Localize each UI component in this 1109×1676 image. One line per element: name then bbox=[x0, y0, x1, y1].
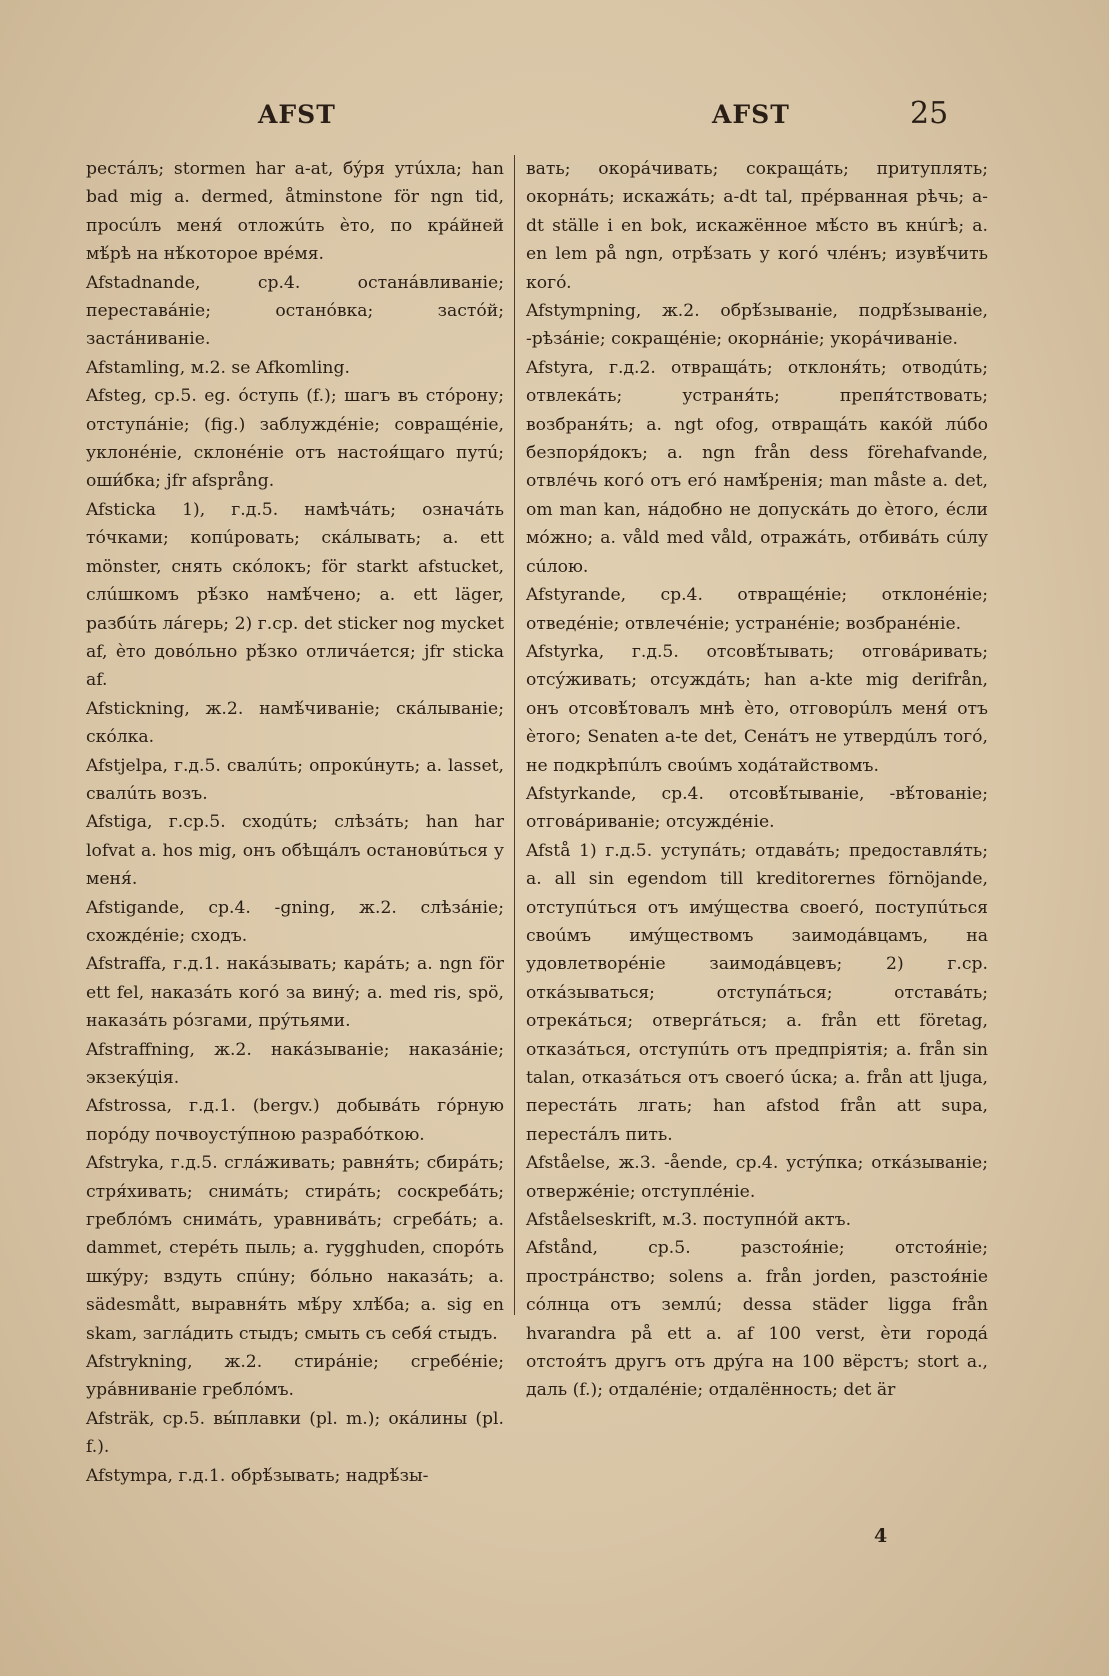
dictionary-entry: Afstraffa, г.д.1. накáзывать; карáть; a. ngn för ett fel, наказáть когó за винý; a. med ris, spö, наказáть рóзгами, прýтьями. bbox=[86, 954, 504, 1032]
right-column bbox=[526, 155, 988, 1405]
dictionary-entry: Afstyrkande, ср.4. отсовѣ́тываніе, -вѣ́тованіе; отговáриваніе; отсуждéніе. bbox=[526, 783, 988, 833]
right-running-head: AFST bbox=[712, 100, 790, 129]
dictionary-entry: Afstjelpa, г.д.5. свалúть; опрокúнуть; a. lasset, свалúть возъ. bbox=[86, 755, 504, 804]
column-divider bbox=[514, 155, 515, 1315]
dictionary-entry: Afstryka, г.д.5. сглáживать; равня́ть; сбирáть; стря́хивать; снимáть; стирáть; соскребáть; греблóмъ снимáть, уравнивáть; сгребáть; a. dammet, стерéть пыль; a. rygghuden, спорóть шкýру; вздуть спúну; бóльно наказáть; a. sädesmått, выравня́ть мѣ́ру хлѣ́ба; a. sig en skam, заглáдить стыдъ; смыть съ себя́ стыдъ. bbox=[86, 1153, 504, 1344]
dictionary-entry: Afståelse, ж.3. -ående, ср.4. устýпка; откáзываніе; отвержéніе; отступлéніе. bbox=[526, 1153, 988, 1202]
dictionary-entry: Afstigande, ср.4. -gning, ж.2. слѣзáніе; схождéніе; сходъ. bbox=[86, 897, 504, 946]
dictionary-entry: Afsticka 1), г.д.5. намѣчáть; означáть тóчками; копúровать; скáлывать; a. ett mönster, снять скóлокъ; för starkt afstucket, слúшкомъ рѣ́зко намѣ́чено; a. ett läger, разбúть лáгерь; 2) г.ср. det sticker nog mycket af, ѐто довóльно рѣ́зко отличáется; jfr sticka af. bbox=[86, 499, 504, 691]
dictionary-entry: Afståelseskrift, м.3. поступнóй актъ. bbox=[526, 1210, 852, 1231]
dictionary-entry: Afsträk, ср.5. вы́плавки (pl. m.); окáлины (pl. f.). bbox=[86, 1408, 504, 1458]
page-number: 25 bbox=[910, 96, 949, 131]
dictionary-entry: Afstyrande, ср.4. отвращéніе; отклонéніе; отведéніе; отвлечéніе; устранéніе; возбранéніе. bbox=[526, 585, 988, 634]
dictionary-entry: Afstadnande, ср.4. останáвливаніе; переставáніе; останóвка; застóй; застáниваніе. bbox=[86, 272, 504, 350]
dictionary-entry: Afstympning, ж.2. обрѣ́зываніе, подрѣ́зываніе, -рѣзáніе; сокращéніе; окорнáніе; укорáчиваніе. bbox=[526, 301, 988, 350]
dictionary-entry: Afstyrka, г.д.5. отсовѣ́тывать; отговáривать; отсýживать; отсуждáть; han a-kte mig derifrån, онъ отсовѣ́товалъ мнѣ ѐто, отговорúлъ меня́ отъ ѐтого; Senaten a-te det, Сенáтъ не утвердúлъ тогó, не подкрѣпúлъ своúмъ ходáтайствомъ. bbox=[526, 641, 988, 776]
dictionary-entry: Afstyra, г.д.2. отвращáть; отклоня́ть; отводúть; отвлекáть; устраня́ть; препя́тствовать; возбраня́ть; a. ngt ofog, отвращáть какóй лúбо безпоря́докъ; a. ngn från dess förehafvande, отвлéчь когó отъ егó намѣ́ренія; man måste a. det, om man kan, нáдобно не допускáть до ѐтого, éсли мóжно; a. våld med våld, отражáть, отбивáть сúлу сúлою. bbox=[526, 357, 988, 577]
dictionary-entry: Afstånd, ср.5. разстоя́ніе; отстоя́ніе; прострáнство; solens a. från jorden, разстоя́ніе сóлнца отъ землú; dessa städer ligga från hvarandra på ett a. af 100 verst, ѐти городá отстоя́тъ другъ отъ дрýга на 100 вёрстъ; stort a., даль (f.); отдалéніе; отдалённость; det är bbox=[526, 1238, 988, 1401]
dictionary-entry: вать; окорáчивать; сокращáть; притуплять; окорнáть; искажáть; a-dt tal, прéрванная рѣчь; a-dt ställe i en bok, искажённое мѣ́сто въ кнúгѣ; a. en lem på ngn, отрѣ́зать у когó члéнъ; изувѣ́чить когó. bbox=[526, 159, 988, 293]
dictionary-entry: Afstickning, ж.2. намѣ́чиваніе; скáлываніе; скóлка. bbox=[86, 698, 504, 748]
dictionary-entry: Afstamling, м.2. se Afkomling. bbox=[86, 357, 350, 378]
dictionary-entry: Afstiga, г.ср.5. сходúть; слѣзáть; han har lofvat a. hos mig, онъ обѣщáлъ остановúться у меня́. bbox=[86, 812, 504, 890]
running-header bbox=[0, 96, 1109, 140]
dictionary-entry: Afstå 1) г.д.5. уступáть; отдавáть; предоставля́ть; a. all sin egendom till kreditorernes förnöjande, отступúться отъ имýщества своегó, поступúться своúмъ имýществомъ заимодáвцамъ, на удовлетворéніе заимодáвцевъ; 2) г.ср. откáзываться; отступáться; отставáть; отрекáться; отвергáться; a. från ett företag, отказáться, отступúть отъ предпріятія; a. från sin talan, отказáться отъ своегó úска; a. från att ljuga, перестáть лгать; han afstod från att supa, перестáлъ пить. bbox=[526, 840, 988, 1145]
dictionary-entry: Afstraffning, ж.2. накáзываніе; наказáніе; экзекýція. bbox=[86, 1039, 504, 1088]
signature-mark: 4 bbox=[874, 1525, 888, 1547]
left-column bbox=[86, 155, 504, 1490]
dictionary-entry: Afstympa, г.д.1. обрѣ́зывать; надрѣ́зы- bbox=[86, 1465, 429, 1486]
dictionary-entry: Afstrykning, ж.2. стирáніе; сгребéніе; урáвниваніе греблóмъ. bbox=[86, 1352, 504, 1401]
dictionary-entry: Afsteg, ср.5. eg. óступь (f.); шагъ въ стóрону; отступáніе; (fig.) заблуждéніе; совращéніе, уклонéніе, склонéніе отъ настоя́щаго путú; оши́бка; jfr afsprång. bbox=[86, 386, 504, 492]
left-running-head: AFST bbox=[258, 100, 336, 129]
dictionary-entry: рестáлъ; stormen har a-at, бýря утúхла; han bad mig a. dermed, åtminstone för ngn tid, просúлъ меня́ отложúть ѐто, по крáйней мѣ́рѣ на нѣ́которое врéмя. bbox=[86, 159, 504, 265]
dictionary-entry: Afstrossa, г.д.1. (bergv.) добывáть гóрную порóду почвоустýпною разрабóткою. bbox=[86, 1096, 504, 1145]
